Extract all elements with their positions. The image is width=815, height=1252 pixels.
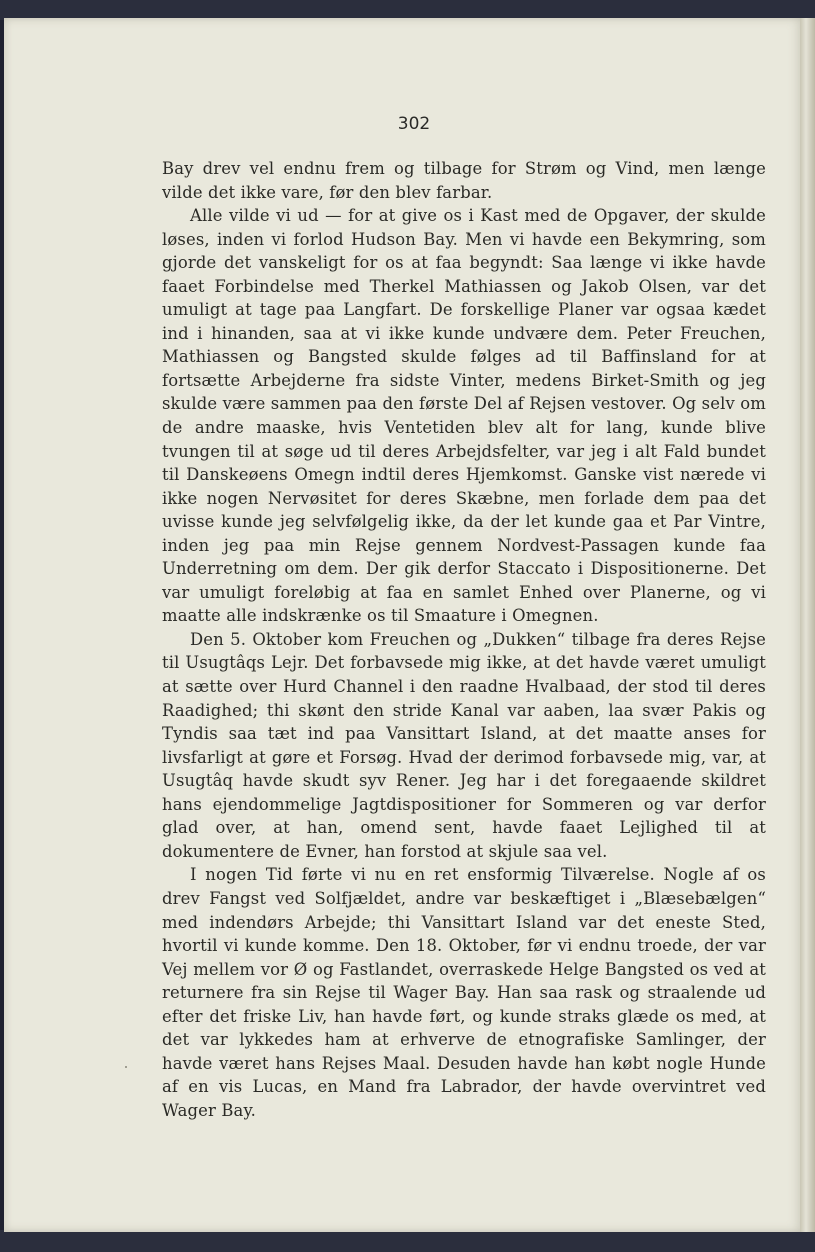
margin-speck — [125, 1066, 127, 1068]
page-number: 302 — [397, 114, 431, 134]
paragraph-4: I nogen Tid førte vi nu en ret ensformig Tilværelse. Nogle af os drev Fangst ved Solfjældet, andre var beskæftiget i „Blæsebælgen“ med indendørs Arbejde; thi Vansittart Island var det eneste Sted, hvortil vi kunde komme. Den 18. Oktober, før vi endnu troede, der var Vej mellem vor Ø og Fastlandet, overraskede Helge Bangsted os ved at returnere fra sin Rejse til Wager Bay. Han saa rask og straalende ud efter det friske Liv, han havde ført, og kunde straks glæde os med, at det var lykkedes ham at erhverve de etnografiske Samlinger, der havde været hans Rejses Maal. Desuden havde han købt nogle Hunde af en vis Lucas, en Mand fra Labrador, der havde overvintret ved Wager Bay. — [162, 865, 766, 1120]
scan-top-border — [0, 0, 815, 20]
paragraph-1: Bay drev vel endnu frem og tilbage for Strøm og Vind, men længe vilde det ikke vare, før den blev farbar. — [162, 159, 766, 202]
book-page — [4, 18, 804, 1232]
page-edge — [800, 18, 815, 1232]
scan-bottom-border — [0, 1230, 815, 1252]
paragraph-2: Alle vilde vi ud — for at give os i Kast med de Opgaver, der skulde løses, inden vi forlod Hudson Bay. Men vi havde een Bekymring, som gjorde det vanskeligt for os at faa begyndt: Saa længe vi ikke havde faaet Forbindelse med Therkel Mathiassen og Jakob Olsen, var det umuligt at tage paa Langfart. De forskellige Planer var ogsaa kædet ind i hinanden, saa at vi ikke kunde undvære dem. Peter Freuchen, Mathiassen og Bangsted skulde følges ad til Baffinsland for at fortsætte Arbejderne fra sidste Vinter, medens Birket-Smith og jeg skulde være sammen paa den første Del af Rejsen vestover. Og selv om de andre maaske, hvis Ventetiden blev alt for lang, kunde blive tvungen til at søge ud til deres Arbejdsfelter, var jeg i alt Fald bundet til Danskeøens Omegn indtil deres Hjemkomst. Ganske vist nærede vi ikke nogen Nervøsitet for deres Skæbne, men forlade dem paa det uvisse kunde jeg selvfølgelig ikke, da der let kunde gaa et Par Vintre, inden jeg paa min Rejse gennem Nordvest-Passagen kunde faa Underretning om dem. Der gik derfor Staccato i Dispositionerne. Det var umuligt foreløbig at faa en samlet Enhed over Planerne, og vi maatte alle indskrænke os til Smaature i Omegnen. — [162, 206, 766, 626]
page-body-text — [162, 157, 766, 1122]
paragraph-3: Den 5. Oktober kom Freuchen og „Dukken“ tilbage fra deres Rejse til Usugtâqs Lejr. Det forbavsede mig ikke, at det havde været umuligt at sætte over Hurd Channel i den raadne Hvalbaad, der stod til deres Raadighed; thi skønt den stride Kanal var aaben, laa svær Pakis og Tyndis saa tæt ind paa Vansittart Island, at det maatte anses for livsfarligt at gøre et Forsøg. Hvad der derimod forbavsede mig, var, at Usugtâq havde skudt syv Rener. Jeg har i det foregaaende skildret hans ejendommelige Jagtdispositioner for Sommeren og var derfor glad over, at han, omend sent, havde faaet Lejlighed til at dokumentere de Evner, han forstod at skjule saa vel. — [162, 629, 766, 861]
